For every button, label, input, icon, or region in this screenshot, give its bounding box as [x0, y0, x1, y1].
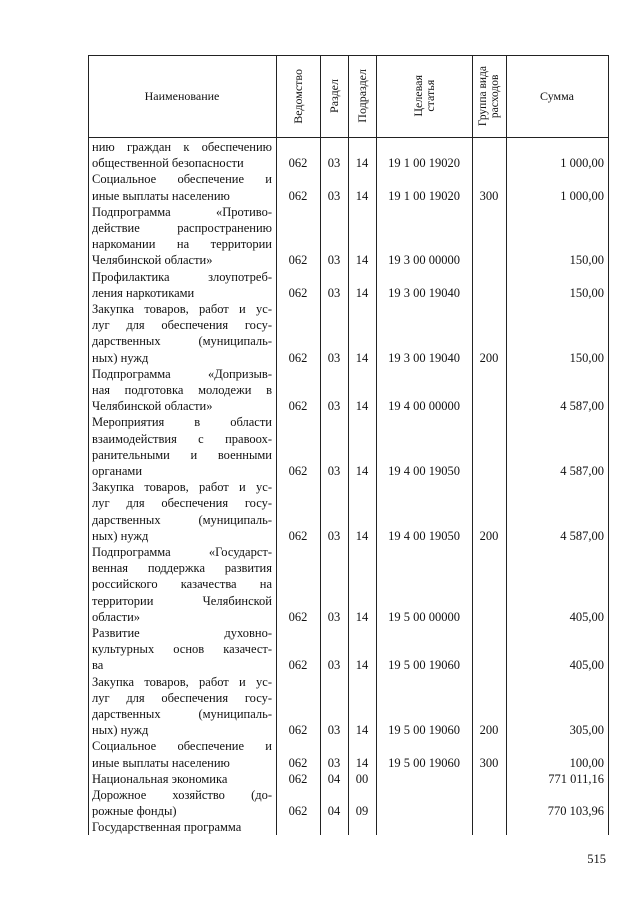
row-razdel: 03 — [327, 253, 341, 268]
row-name-line: Закупка товаров, работ и ус- — [92, 302, 272, 316]
row-name — [92, 771, 272, 787]
row-tselevaya-statya: 19 5 00 19060 — [388, 755, 460, 770]
row-summa: 1 000,00 — [560, 156, 604, 171]
row-vedomstvo: 062 — [288, 350, 308, 365]
row-summa: 4 587,00 — [560, 528, 604, 543]
column-divider — [320, 55, 321, 835]
row-razdel: 03 — [327, 609, 341, 624]
row-name-line: Подпрограмма «Допризыв- — [92, 366, 272, 381]
row-name-line: Социальное обеспечение и — [92, 739, 272, 754]
row-tselevaya-statya: 19 1 00 19020 — [388, 156, 460, 171]
row-name-line: рожные фонды) — [92, 804, 177, 819]
header-gruppa-vida-rashodov: Группа вида расходов — [477, 65, 501, 127]
row-razdel: 03 — [327, 188, 341, 203]
row-tselevaya-statya: 19 5 00 00000 — [388, 609, 460, 624]
row-name-line: действие распространению — [92, 221, 272, 235]
row-name-line: Социальное обеспечение и — [92, 172, 272, 187]
budget-table — [88, 55, 608, 835]
row-gruppa: 200 — [479, 350, 499, 365]
row-name — [92, 366, 272, 415]
row-name-line: ранительными и военными — [92, 447, 272, 462]
row-vedomstvo: 062 — [288, 723, 308, 738]
row-name — [92, 204, 272, 269]
header-razdel: Раздел — [327, 79, 341, 113]
row-name-line: ная подготовка молодежи в — [92, 383, 272, 397]
row-podrazdel: 00 — [355, 771, 369, 786]
row-podrazdel: 14 — [355, 528, 369, 543]
header-name: Наименование — [144, 88, 220, 103]
row-name-line: Челябинской области» — [92, 253, 213, 268]
row-podrazdel: 14 — [355, 658, 369, 673]
row-name-line: ных) нужд — [92, 723, 149, 738]
row-podrazdel: 14 — [355, 723, 369, 738]
row-name — [92, 301, 272, 366]
row-tselevaya-statya: 19 1 00 19020 — [388, 188, 460, 203]
row-name-line: Развитие духовно- — [92, 626, 272, 640]
row-name-line: территории Челябинской — [92, 593, 272, 608]
row-name — [92, 269, 272, 301]
column-divider — [472, 55, 473, 835]
row-name — [92, 479, 272, 544]
row-tselevaya-statya: 19 3 00 19040 — [388, 285, 460, 300]
row-name-line: взаимодействия с правоох- — [92, 431, 272, 446]
row-name-line: Дорожное хозяйство (до- — [92, 788, 272, 802]
row-razdel: 03 — [327, 285, 341, 300]
row-name-line: органами — [92, 464, 143, 478]
row-podrazdel: 14 — [355, 156, 369, 171]
row-vedomstvo: 062 — [288, 188, 308, 203]
row-name — [92, 819, 272, 835]
row-razdel: 03 — [327, 399, 341, 414]
row-summa: 4 587,00 — [560, 399, 604, 414]
row-name-line: ных) нужд — [92, 528, 149, 543]
page-number: 515 — [587, 852, 606, 866]
row-name-line: общественной безопасности — [92, 156, 244, 171]
row-name — [92, 787, 272, 819]
row-tselevaya-statya: 19 4 00 19050 — [388, 528, 460, 543]
header-tselevaya-statya: Целевая статья — [411, 75, 437, 117]
row-vedomstvo: 062 — [288, 285, 308, 300]
row-summa: 305,00 — [569, 723, 604, 738]
column-divider — [88, 55, 89, 835]
row-podrazdel: 14 — [355, 755, 369, 770]
row-tselevaya-statya: 19 5 00 19060 — [388, 658, 460, 673]
row-summa: 405,00 — [569, 658, 604, 673]
row-vedomstvo: 062 — [288, 528, 308, 543]
row-name-line: дарственных (муниципаль- — [92, 707, 272, 721]
header-vedomstvo: Ведомство — [291, 68, 305, 124]
row-vedomstvo: 062 — [288, 463, 308, 478]
row-name-line: ления наркотиками — [92, 285, 195, 300]
column-divider — [376, 55, 377, 835]
row-name — [92, 544, 272, 625]
row-vedomstvo: 062 — [288, 156, 308, 171]
row-summa: 150,00 — [569, 285, 604, 300]
row-name-line: венная поддержка развития — [92, 561, 272, 576]
row-gruppa: 200 — [479, 528, 499, 543]
row-podrazdel: 14 — [355, 188, 369, 203]
row-razdel: 03 — [327, 658, 341, 673]
row-name — [92, 625, 272, 674]
row-name-line: ных) нужд — [92, 350, 149, 365]
row-summa: 4 587,00 — [560, 463, 604, 478]
row-gruppa: 200 — [479, 723, 499, 738]
row-name-line: иные выплаты населению — [92, 188, 230, 203]
row-name-line: Национальная экономика — [92, 771, 228, 786]
row-vedomstvo: 062 — [288, 771, 308, 786]
row-name-line: иные выплаты населению — [92, 755, 230, 770]
row-name — [92, 139, 272, 171]
row-name-line: луг для обеспечения госу- — [92, 318, 272, 333]
row-name-line: наркомании на территории — [92, 237, 272, 252]
row-name-line: области» — [92, 609, 141, 624]
row-gruppa: 300 — [479, 188, 499, 203]
row-name — [92, 171, 272, 203]
row-razdel: 03 — [327, 156, 341, 171]
row-vedomstvo: 062 — [288, 804, 308, 819]
row-tselevaya-statya: 19 3 00 00000 — [388, 253, 460, 268]
row-podrazdel: 14 — [355, 463, 369, 478]
row-summa: 100,00 — [569, 755, 604, 770]
row-tselevaya-statya: 19 4 00 19050 — [388, 463, 460, 478]
row-razdel: 03 — [327, 350, 341, 365]
column-divider — [608, 55, 609, 835]
row-tselevaya-statya: 19 3 00 19040 — [388, 350, 460, 365]
row-name-line: нию граждан к обеспечению — [92, 140, 272, 154]
row-summa: 405,00 — [569, 609, 604, 624]
row-vedomstvo: 062 — [288, 609, 308, 624]
row-summa: 771 011,16 — [548, 771, 604, 786]
row-podrazdel: 14 — [355, 285, 369, 300]
row-name-line: Мероприятия в области — [92, 415, 272, 430]
row-summa: 1 000,00 — [560, 188, 604, 203]
row-vedomstvo: 062 — [288, 399, 308, 414]
row-razdel: 04 — [327, 804, 341, 819]
row-name-line: Профилактика злоупотреб- — [92, 269, 272, 284]
row-podrazdel: 14 — [355, 399, 369, 414]
row-name-line: Подпрограмма «Государст- — [92, 545, 272, 559]
row-razdel: 03 — [327, 723, 341, 738]
row-name-line: Закупка товаров, работ и ус- — [92, 674, 272, 689]
row-razdel: 04 — [327, 771, 341, 786]
row-summa: 150,00 — [569, 253, 604, 268]
row-vedomstvo: 062 — [288, 658, 308, 673]
row-name-line: Подпрограмма «Противо- — [92, 204, 272, 219]
row-razdel: 03 — [327, 528, 341, 543]
row-name-line: дарственных (муниципаль- — [92, 334, 272, 349]
row-razdel: 03 — [327, 755, 341, 770]
row-name-line: луг для обеспечения госу- — [92, 690, 272, 705]
row-podrazdel: 14 — [355, 253, 369, 268]
row-gruppa: 300 — [479, 755, 499, 770]
row-podrazdel: 14 — [355, 350, 369, 365]
row-podrazdel: 09 — [355, 804, 369, 819]
row-name-line: дарственных (муниципаль- — [92, 512, 272, 527]
header-podrazdel: Подраздел — [355, 69, 369, 123]
column-divider — [506, 55, 507, 835]
row-podrazdel: 14 — [355, 609, 369, 624]
row-vedomstvo: 062 — [288, 253, 308, 268]
row-name-line: Государственная программа — [92, 820, 242, 835]
row-name-line: культурных основ казачест- — [92, 642, 272, 657]
header-summa: Сумма — [540, 88, 574, 103]
row-name — [92, 738, 272, 770]
row-name — [92, 674, 272, 739]
column-divider — [348, 55, 349, 835]
row-name-line: ва — [92, 658, 104, 673]
row-summa: 150,00 — [569, 350, 604, 365]
row-name-line: российского казачества на — [92, 577, 272, 592]
row-name-line: Челябинской области» — [92, 399, 213, 414]
row-name — [92, 414, 272, 479]
row-tselevaya-statya: 19 5 00 19060 — [388, 723, 460, 738]
row-razdel: 03 — [327, 463, 341, 478]
row-summa: 770 103,96 — [547, 804, 604, 819]
row-name-line: луг для обеспечения госу- — [92, 496, 272, 511]
column-divider — [276, 55, 277, 835]
row-vedomstvo: 062 — [288, 755, 308, 770]
row-name-line: Закупка товаров, работ и ус- — [92, 480, 272, 495]
row-tselevaya-statya: 19 4 00 00000 — [388, 399, 460, 414]
